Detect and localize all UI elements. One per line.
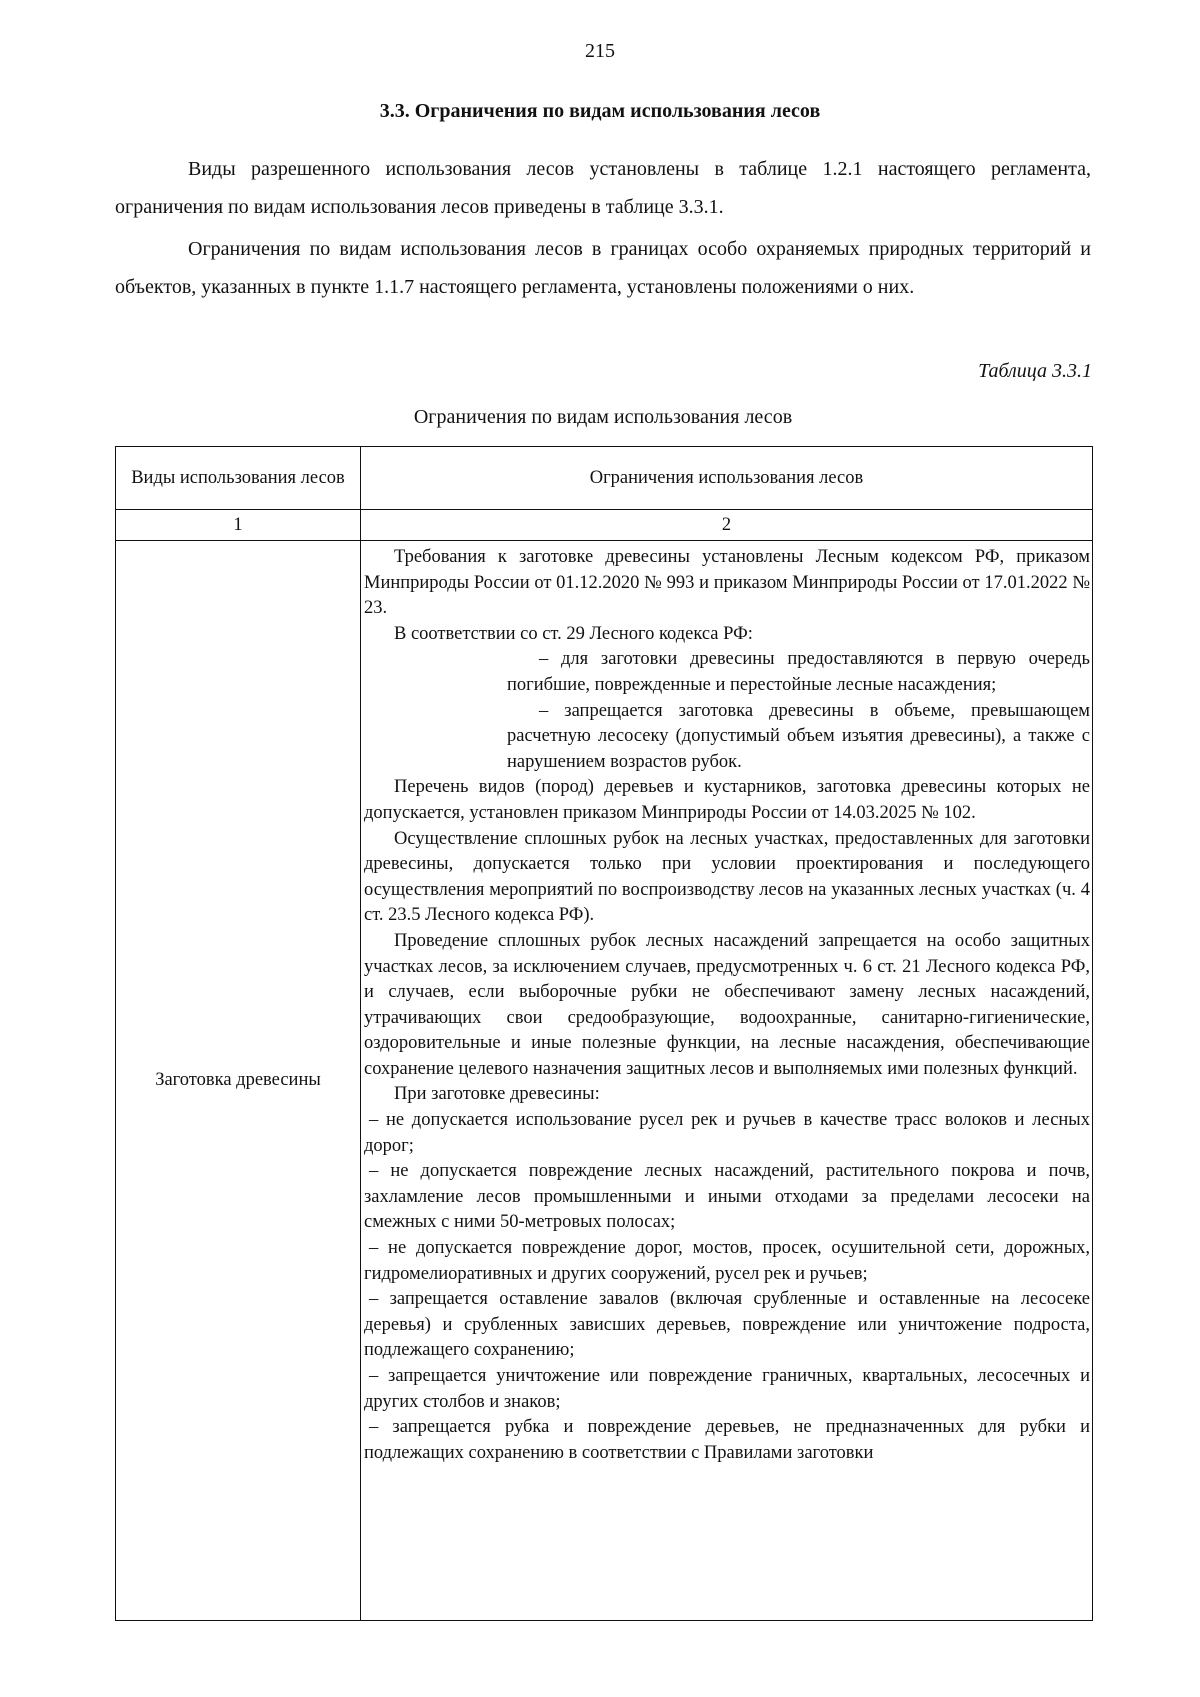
restriction-list-item: – не допускается повреждение дорог, мостов, просек, осушительной сети, дорожных, гидромелиоративных и других сооружений, русел рек и ручьев; xyxy=(364,1238,1090,1284)
restriction-list-item: – не допускается использование русел рек и ручьев в качестве трасс волоков и лесных дорог; xyxy=(364,1110,1090,1156)
section-title: 3.3. Ограничения по видам использования лесов xyxy=(379,100,821,122)
intro-paragraph-2: Ограничения по видам использования лесов в границах особо охраняемых природных территорий и объектов, указанных в пункте 1.1.7 настоящего регламента, установлены положениями о них. xyxy=(115,238,1091,298)
restriction-list-item: – не допускается повреждение лесных насаждений, растительного покрова и почв, захламление лесов промышленными и иными отходами за пределами лесосеки на смежных с ними 50-метровых полосах; xyxy=(364,1161,1090,1233)
restriction-paragraph: Проведение сплошных рубок лесных насаждений запрещается на особо защитных участках лесов, за исключением случаев, предусмотренных ч. 6 ст. 21 Лесного кодекса РФ, и случаев, если выборочные рубки не обеспечивают замену лесных насаждений, утрачивающих свои средообразующие, водоохранные, санитарно-гигиенические, оздоровительные и иные полезные функции, на лесные насаждения, обеспечивающие сохранение целевого назначения защитных лесов и выполняемых ими полезных функций. xyxy=(364,930,1090,1079)
restriction-paragraph: Перечень видов (пород) деревьев и кустарников, заготовка древесины которых не допускается, установлен приказом Минприроды России от 14.03.2025 № 102. xyxy=(364,777,1090,823)
restriction-list-item: – запрещается уничтожение или повреждение граничных, квартальных, лесосечных и других столбов и знаков; xyxy=(364,1366,1090,1412)
table-row xyxy=(116,541,1093,1621)
restriction-paragraph: Осуществление сплошных рубок на лесных участках, предоставленных для заготовки древесины, допускается только при условии проектирования и последующего осуществления мероприятий по воспроизводству лесов на указанных лесных участках (ч. 4 ст. 23.5 Лесного кодекса РФ). xyxy=(364,828,1090,926)
column-number-2: 2 xyxy=(361,510,1093,541)
table-header-row xyxy=(116,447,1093,510)
restrictions-table xyxy=(115,446,1093,1621)
intro-paragraph-1: Виды разрешенного использования лесов установлены в таблице 1.2.1 настоящего регламента, ограничения по видам использования лесов приведены в таблице 3.3.1. xyxy=(115,158,1091,218)
header-cell-restrictions: Ограничения использования лесов xyxy=(361,447,1093,510)
table-title: Ограничения по видам использования лесов xyxy=(413,406,793,428)
restriction-paragraph: В соответствии со ст. 29 Лесного кодекса РФ: xyxy=(394,623,753,644)
page-number: 215 xyxy=(585,40,615,62)
restriction-paragraph: Требования к заготовке древесины установлены Лесным кодексом РФ, приказом Минприроды России от 01.12.2020 № 993 и приказом Минприроды России от 17.01.2022 № 23. xyxy=(364,547,1090,619)
header-cell-usage-type: Виды использования лесов xyxy=(116,447,361,510)
table-label: Таблица 3.3.1 xyxy=(978,360,1092,382)
restriction-list-item: – запрещается заготовка древесины в объеме, превышающем расчетную лесосеку (допустимый объем изъятия древесины), а также с нарушением возрастов рубок. xyxy=(507,700,1090,772)
restriction-list-item: – запрещается оставление завалов (включая срубленные и оставленные на лесосеке деревья) и срубленных зависших деревьев, повреждение или уничтожение подроста, подлежащего сохранению; xyxy=(364,1289,1090,1361)
restriction-list-item: – запрещается рубка и повреждение деревьев, не предназначенных для рубки и подлежащих сохранению в соответствии с Правилами заготовки xyxy=(364,1417,1090,1463)
restriction-paragraph: При заготовке древесины: xyxy=(394,1084,600,1105)
usage-type-cell: Заготовка древесины xyxy=(116,541,361,1621)
restrictions-cell xyxy=(361,541,1093,1621)
table-column-number-row xyxy=(116,510,1093,541)
column-number-1: 1 xyxy=(116,510,361,541)
restriction-list-item: – для заготовки древесины предоставляются в первую очередь погибшие, поврежденные и перестойные лесные насаждения; xyxy=(507,649,1090,695)
